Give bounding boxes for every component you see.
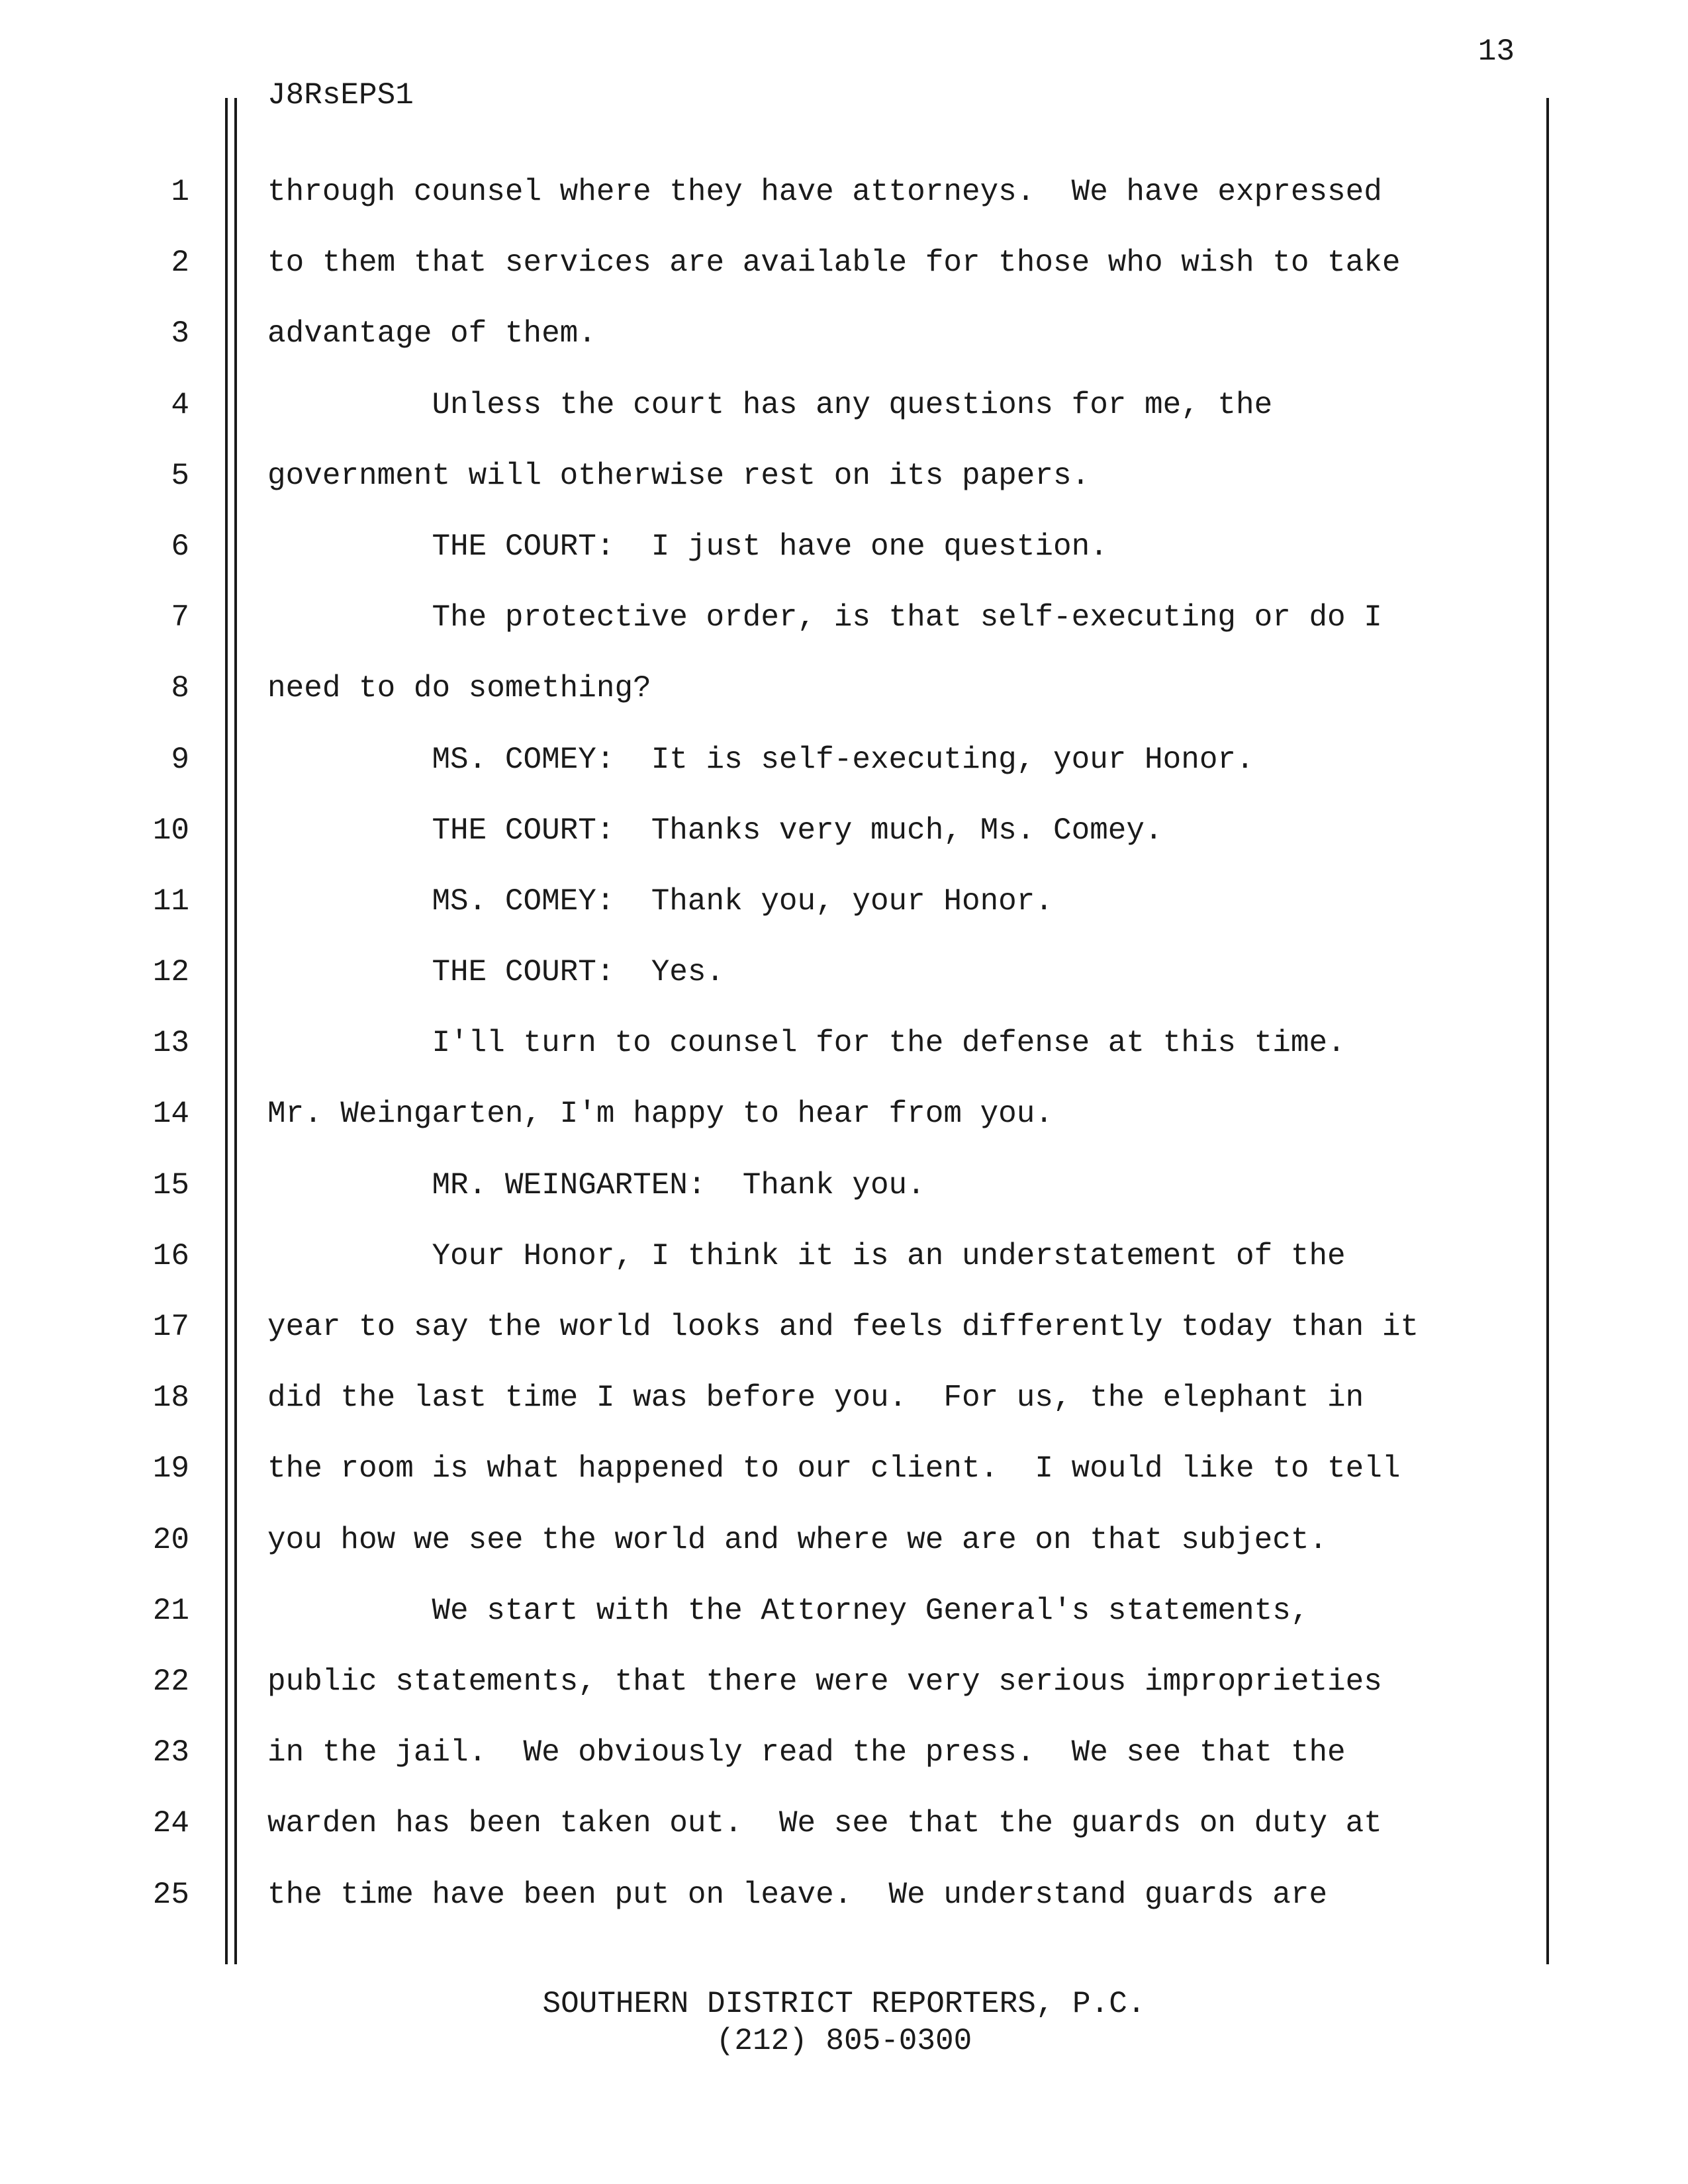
line-text: MS. COMEY: It is self-executing, your Honor. xyxy=(267,742,1254,777)
line-text: you how we see the world and where we are on that subject. xyxy=(267,1522,1328,1557)
transcript-line xyxy=(0,1093,1688,1163)
line-number: 9 xyxy=(171,742,189,777)
line-text: in the jail. We obviously read the press. We see that the xyxy=(267,1735,1346,1770)
line-text: Unless the court has any questions for me, the xyxy=(267,387,1273,422)
line-number: 19 xyxy=(152,1451,189,1486)
line-text: Your Honor, I think it is an understatement of the xyxy=(267,1238,1346,1273)
line-number: 2 xyxy=(171,246,189,281)
transcript-line xyxy=(0,312,1688,383)
line-number: 22 xyxy=(152,1664,189,1699)
line-text: MS. COMEY: Thank you, your Honor. xyxy=(267,884,1053,919)
transcript-line xyxy=(0,171,1688,242)
transcript-line xyxy=(0,739,1688,809)
line-text: the room is what happened to our client. I would like to tell xyxy=(267,1451,1401,1486)
transcript-line xyxy=(0,1022,1688,1093)
line-number: 25 xyxy=(152,1877,189,1912)
transcript-line xyxy=(0,1661,1688,1731)
line-text: need to do something? xyxy=(267,671,651,706)
line-number: 12 xyxy=(152,955,189,990)
page-footer xyxy=(0,1985,1688,2060)
line-number: 10 xyxy=(152,813,189,848)
line-text: We start with the Attorney General's statements, xyxy=(267,1593,1309,1628)
transcript-line xyxy=(0,1731,1688,1802)
line-number: 13 xyxy=(152,1026,189,1061)
line-number: 16 xyxy=(152,1238,189,1273)
line-text: THE COURT: Yes. xyxy=(267,955,725,990)
page-number: 13 xyxy=(1477,34,1515,69)
line-text: warden has been taken out. We see that the guards on duty at xyxy=(267,1806,1382,1841)
transcript-line xyxy=(0,1377,1688,1447)
transcript-line xyxy=(0,242,1688,312)
line-number: 24 xyxy=(152,1806,189,1841)
transcript-line xyxy=(0,809,1688,880)
line-number: 8 xyxy=(171,671,189,706)
transcript-line xyxy=(0,667,1688,738)
line-number: 14 xyxy=(152,1097,189,1132)
line-number: 4 xyxy=(171,387,189,422)
line-number: 15 xyxy=(152,1167,189,1203)
transcript-lines xyxy=(0,171,1688,1944)
transcript-line xyxy=(0,1519,1688,1590)
transcript-line xyxy=(0,596,1688,667)
line-text: to them that services are available for those who wish to take xyxy=(267,246,1401,281)
line-number: 18 xyxy=(152,1381,189,1416)
transcript-line xyxy=(0,951,1688,1022)
transcript-line xyxy=(0,1802,1688,1873)
transcript-line xyxy=(0,455,1688,525)
transcript-line xyxy=(0,1235,1688,1306)
line-number: 21 xyxy=(152,1593,189,1628)
line-text: I'll turn to counsel for the defense at this time. xyxy=(267,1026,1346,1061)
transcript-line xyxy=(0,1447,1688,1518)
line-number: 7 xyxy=(171,600,189,635)
line-text: through counsel where they have attorneys. We have expressed xyxy=(267,175,1382,209)
transcript-line xyxy=(0,1874,1688,1944)
line-number: 20 xyxy=(152,1522,189,1557)
line-number: 11 xyxy=(152,884,189,919)
line-number: 5 xyxy=(171,458,189,493)
line-text: THE COURT: I just have one question. xyxy=(267,529,1108,564)
line-text: MR. WEINGARTEN: Thank you. xyxy=(267,1167,925,1203)
line-text: The protective order, is that self-executing or do I xyxy=(267,600,1382,635)
reporter-phone: (212) 805-0300 xyxy=(716,2024,972,2058)
line-text: did the last time I was before you. For us, the elephant in xyxy=(267,1381,1364,1416)
line-number: 6 xyxy=(171,529,189,564)
transcript-line xyxy=(0,525,1688,596)
transcript-line xyxy=(0,880,1688,951)
line-text: Mr. Weingarten, I'm happy to hear from you. xyxy=(267,1097,1053,1132)
line-text: year to say the world looks and feels differently today than it xyxy=(267,1310,1419,1344)
reporter-name: SOUTHERN DISTRICT REPORTERS, P.C. xyxy=(542,1987,1146,2021)
line-number: 17 xyxy=(152,1310,189,1344)
line-text: THE COURT: Thanks very much, Ms. Comey. xyxy=(267,813,1163,848)
line-number: 3 xyxy=(171,316,189,351)
line-number: 1 xyxy=(171,175,189,209)
transcript-line xyxy=(0,1164,1688,1235)
line-text: the time have been put on leave. We understand guards are xyxy=(267,1877,1328,1912)
transcript-header-code: J8RsEPS1 xyxy=(267,78,414,113)
line-text: public statements, that there were very serious improprieties xyxy=(267,1664,1382,1699)
transcript-line xyxy=(0,1590,1688,1661)
transcript-line xyxy=(0,384,1688,455)
transcript-line xyxy=(0,1306,1688,1377)
line-number: 23 xyxy=(152,1735,189,1770)
line-text: government will otherwise rest on its papers. xyxy=(267,458,1090,493)
line-text: advantage of them. xyxy=(267,316,596,351)
